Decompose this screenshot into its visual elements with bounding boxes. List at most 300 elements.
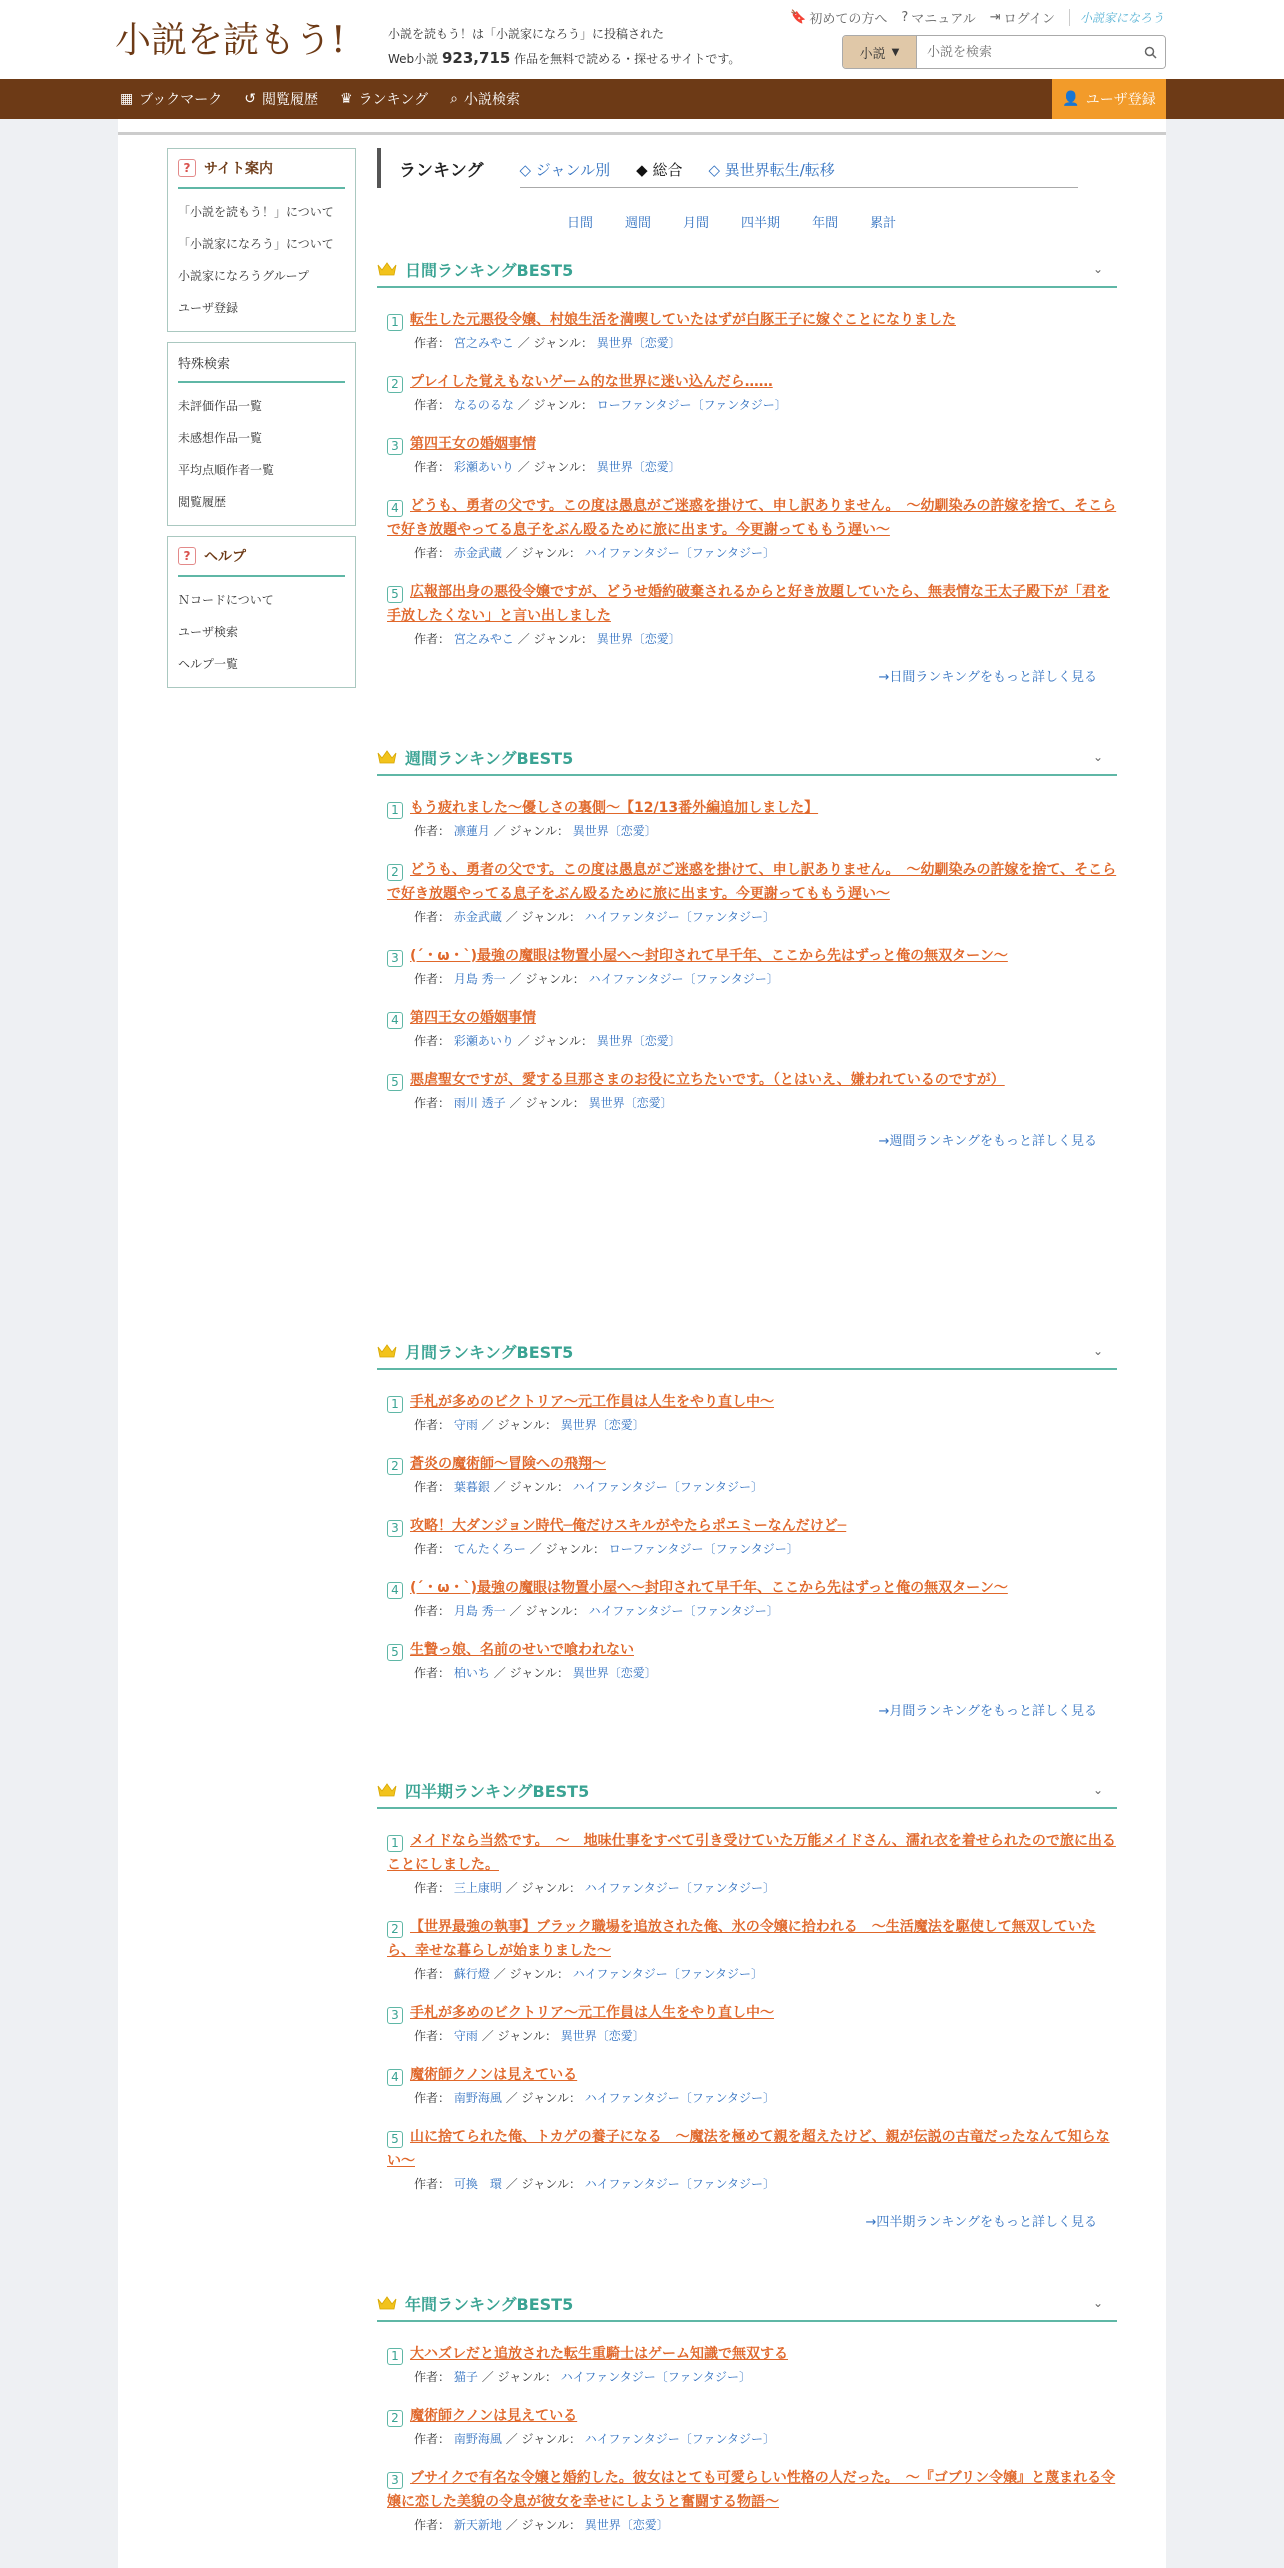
entry-meta (387, 1414, 1117, 1436)
novel-title-link[interactable] (387, 584, 1110, 624)
author-label: 作者： (414, 972, 451, 986)
rank-number: 2 (387, 376, 403, 393)
section-header[interactable] (377, 740, 1117, 776)
author-label: 作者： (414, 824, 451, 838)
genre-label: ／ ジャンル： (493, 1666, 569, 1680)
novel-title-link[interactable] (387, 1833, 1116, 1873)
nav-bookmark-label: ブックマーク (139, 92, 223, 108)
author-link[interactable]: 宮之みやこ (453, 336, 514, 350)
genre-label: ／ ジャンル： (509, 1604, 585, 1618)
author-label: 作者： (414, 460, 451, 474)
author-link[interactable]: 柏いち (453, 1666, 490, 1680)
user-icon: 👤 (1062, 91, 1080, 107)
genre-label: ／ ジャンル： (505, 2432, 581, 2446)
genre-label: ／ ジャンル： (517, 460, 593, 474)
genre-link[interactable]: ローファンタジー〔ファンタジー〕 (596, 398, 787, 412)
section-title: 月間ランキングBEST5 (405, 1342, 574, 1362)
tab-monthly[interactable]: 月間 (683, 216, 710, 231)
rank-number: 5 (387, 586, 403, 603)
novel-title-link[interactable] (387, 948, 1008, 964)
ranking-entry (377, 858, 1117, 928)
tab-daily[interactable]: 日間 (567, 216, 594, 231)
author-link[interactable]: 葉暮銀 (453, 1480, 490, 1494)
bookmark-small-icon: 🔖 (790, 10, 807, 25)
narou-logo-link[interactable]: 小説家になろう (1069, 9, 1164, 26)
genre-link[interactable]: ハイファンタジー〔ファンタジー〕 (584, 1881, 775, 1895)
genre-link[interactable]: 異世界〔恋愛〕 (596, 632, 681, 646)
novel-title-link[interactable] (387, 1010, 536, 1026)
more-link[interactable]: →日間ランキングをもっと詳しく見る (878, 670, 1097, 685)
sidebar-item-user-register[interactable]: ユーザ登録 (178, 300, 239, 315)
entry-meta (387, 628, 1117, 650)
entry-meta (387, 2025, 1117, 2047)
author-link[interactable]: 南野海風 (453, 2091, 502, 2105)
ranking-section (377, 1334, 1117, 1719)
ranking-entry (377, 2063, 1117, 2109)
author-label: 作者： (414, 2029, 451, 2043)
novel-title: 山に捨てられた俺、トカゲの養子になる ～魔法を極めて親を超えたけど、親が伝説の古竜だったなんて知らない～ (387, 2129, 1110, 2169)
rank-number: 3 (387, 2472, 403, 2489)
genre-tabs (520, 148, 1078, 188)
ranking-entry (377, 494, 1117, 564)
section-title: 四半期ランキングBEST5 (405, 1781, 590, 1801)
author-label: 作者： (414, 1542, 451, 1556)
author-label: 作者： (414, 1096, 451, 1110)
author-label: 作者： (414, 1418, 451, 1432)
chevron-down-icon[interactable]: ⌄ (1092, 2296, 1103, 2310)
novel-title: 蒼炎の魔術師〜冒険への飛翔〜 (410, 1456, 606, 1472)
author-label: 作者： (414, 2432, 451, 2446)
novel-title: 転生した元悪役令嬢、村娘生活を満喫していたはずが白豚王子に嫁ぐことになりました (410, 312, 956, 328)
novel-title-link[interactable] (387, 2129, 1110, 2169)
novel-title-link[interactable] (387, 374, 773, 390)
author-link[interactable]: 可換 環 (453, 2177, 502, 2191)
rank-number: 4 (387, 500, 403, 517)
ranking-entry (377, 2404, 1117, 2450)
author-link[interactable]: 宮之みやこ (453, 632, 514, 646)
author-label: 作者： (414, 2370, 451, 2384)
nav-search-label: 小説検索 (464, 92, 520, 108)
genre-link[interactable]: ハイファンタジー〔ファンタジー〕 (572, 1967, 763, 1981)
ranking-entry (377, 432, 1117, 478)
rank-number: 2 (387, 2410, 403, 2427)
ranking-entry (377, 1068, 1117, 1114)
top-links (790, 8, 1164, 27)
genre-link[interactable]: 異世界〔恋愛〕 (572, 1666, 657, 1680)
ranking-entry (377, 1915, 1117, 1985)
ranking-section (377, 1773, 1117, 2230)
rank-number: 1 (387, 2348, 403, 2365)
rank-number: 1 (387, 1396, 403, 1413)
novel-title: もう疲れました〜優しさの裏側〜【12/13番外編追加しました】 (410, 800, 819, 816)
novel-title: (´・ω・`)最強の魔眼は物置小屋へ～封印されて早千年、ここから先はずっと俺の無双ターン～ (410, 948, 1008, 964)
genre-link[interactable]: ハイファンタジー〔ファンタジー〕 (584, 2091, 775, 2105)
logo-text: 小説を読もう! (115, 20, 346, 61)
help-icon: ? (178, 159, 196, 177)
crown-icon: ♛ (340, 91, 353, 107)
rank-number: 1 (387, 802, 403, 819)
section-header[interactable] (377, 1334, 1117, 1370)
ranking-entry (377, 1638, 1117, 1684)
rank-number: 4 (387, 1012, 403, 1029)
entry-meta (387, 2087, 1117, 2109)
novel-title: 魔術師クノンは見えている (410, 2408, 578, 2424)
tab-overall[interactable]: ◆ 総合 (636, 161, 683, 179)
crown-icon (377, 1343, 397, 1359)
novel-title-link[interactable] (387, 862, 1116, 902)
sidebar-guide-title (178, 155, 345, 189)
author-label: 作者： (414, 1666, 451, 1680)
rank-number: 3 (387, 2007, 403, 2024)
ranking-entry (377, 944, 1117, 990)
more-link[interactable]: →四半期ランキングをもっと詳しく見る (865, 2215, 1097, 2230)
author-link[interactable]: 守雨 (453, 2029, 478, 2043)
sidebar-help (167, 536, 356, 688)
novel-title: プレイした覚えもないゲーム的な世界に迷い込んだら…… (410, 374, 773, 390)
author-link[interactable]: 三上康明 (453, 1881, 502, 1895)
genre-label: ／ ジャンル： (505, 1881, 581, 1895)
section-header[interactable] (377, 2286, 1117, 2322)
novel-title: 【世界最強の執事】ブラック職場を追放された俺、氷の令嬢に拾われる ～生活魔法を駆使して無双していたら、幸せな暮らしが始まりました～ (387, 1919, 1096, 1959)
entry-meta (387, 1538, 1117, 1560)
section-header[interactable] (377, 1773, 1117, 1809)
novel-title-link[interactable] (387, 2067, 577, 2083)
author-link[interactable]: 赤金武蔵 (453, 910, 502, 924)
tab-genre[interactable]: ◇ ジャンル別 (519, 161, 611, 179)
manual-link[interactable] (901, 8, 975, 27)
search-category-value: 小説 (859, 46, 886, 62)
novel-title: 手札が多めのビクトリア〜元工作員は人生をやり直し中〜 (410, 2005, 774, 2021)
desc-line1: 小説を読もう！は「小説家になろう」に投稿された (388, 27, 665, 41)
rank-number: 3 (387, 438, 403, 455)
ranking-section (377, 740, 1117, 1149)
desc-suffix: 作品を無料で読める・探せるサイトです。 (514, 52, 741, 66)
author-link[interactable]: 彩瀬あいり (453, 460, 514, 474)
author-label: 作者： (414, 2177, 451, 2191)
chevron-down-icon[interactable]: ⌄ (1092, 1344, 1103, 1358)
sidebar-item-history[interactable]: 閲覧履歴 (178, 494, 227, 509)
sidebar-help-title (178, 543, 345, 577)
chevron-down-icon[interactable]: ⌄ (1092, 750, 1103, 764)
entry-meta (387, 1476, 1117, 1498)
genre-link[interactable]: 異世界〔恋愛〕 (596, 1034, 681, 1048)
sidebar-item-about-narou[interactable]: 「小説家になろう」について (178, 236, 334, 251)
author-label: 作者： (414, 398, 451, 412)
sidebar-item-user-search[interactable]: ユーザ検索 (178, 624, 239, 639)
section-title: 年間ランキングBEST5 (405, 2294, 574, 2314)
rank-number: 5 (387, 2131, 403, 2148)
author-link[interactable]: てんたくろー (453, 1542, 526, 1556)
rank-number: 2 (387, 1921, 403, 1938)
rank-number: 5 (387, 1074, 403, 1091)
novel-title: 大ハズレだと追放された転生重騎士はゲーム知識で無双する (410, 2346, 788, 2362)
genre-label: ／ ジャンル： (493, 1480, 569, 1494)
nav-history[interactable] (244, 89, 318, 109)
sidebar-item-avg-authors[interactable]: 平均点順作者一覧 (178, 462, 275, 477)
login-icon: ⇥ (989, 10, 1001, 25)
author-link[interactable]: 彩瀬あいり (453, 1034, 514, 1048)
novel-title: 攻略！大ダンジョン時代─俺だけスキルがやたらポエミーなんだけど─ (410, 1518, 847, 1534)
rank-number: 3 (387, 1520, 403, 1537)
novel-title: どうも、勇者の父です。この度は愚息がご迷惑を掛けて、申し訳ありません。 ～幼馴染みの許嫁を捨て、そこらで好き放題やってる息子をぶん殴るために旅に出ます。今更謝ってももう遅い～ (387, 498, 1117, 538)
novel-title-link[interactable] (387, 2346, 788, 2362)
search-category-select[interactable] (843, 36, 917, 68)
novel-title: 広報部出身の悪役令嬢ですが、どうせ婚約破棄されるからと好き放題していたら、無表情な王太子殿下が「君を手放したくない」と言い出しました (387, 584, 1110, 624)
genre-label: ／ ジャンル： (509, 972, 585, 986)
nav-ranking[interactable] (340, 89, 428, 109)
entry-meta (387, 542, 1117, 564)
ranking-entry (377, 1514, 1117, 1560)
crown-icon (377, 2295, 397, 2311)
genre-link[interactable]: ハイファンタジー〔ファンタジー〕 (588, 1604, 779, 1618)
chevron-down-icon[interactable]: ⌄ (1092, 262, 1103, 276)
author-label: 作者： (414, 1881, 451, 1895)
author-link[interactable]: 月島 秀一 (453, 972, 506, 986)
ranking-entry (377, 1006, 1117, 1052)
chevron-down-icon[interactable]: ⌄ (1092, 1783, 1103, 1797)
genre-link[interactable]: ハイファンタジー〔ファンタジー〕 (584, 546, 775, 560)
help-icon: ? (178, 547, 196, 565)
site-header (0, 0, 1284, 79)
novel-title: メイドなら当然です。 ～ 地味仕事をすべて引き受けていた万能メイドさん、濡れ衣を着せられたので旅に出ることにしました。 (387, 1833, 1116, 1873)
rank-number: 1 (387, 1835, 403, 1852)
entry-meta (387, 332, 1117, 354)
tab-total[interactable]: 累計 (870, 216, 897, 231)
novel-title-link[interactable] (387, 498, 1116, 538)
entry-meta (387, 394, 1117, 416)
genre-link[interactable]: ハイファンタジー〔ファンタジー〕 (584, 910, 775, 924)
novel-title-link[interactable] (387, 2408, 577, 2424)
genre-link[interactable]: 異世界〔恋愛〕 (572, 824, 657, 838)
author-link[interactable]: 月島 秀一 (453, 1604, 506, 1618)
novel-title: 魔術師クノンは見えている (410, 2067, 578, 2083)
novel-title: 第四王女の婚姻事情 (410, 1010, 536, 1026)
entry-meta (387, 2514, 1117, 2536)
author-label: 作者： (414, 2091, 451, 2105)
rank-number: 4 (387, 1582, 403, 1599)
novel-title-link[interactable] (387, 2005, 774, 2021)
genre-label: ／ ジャンル： (517, 336, 593, 350)
novel-title-link[interactable] (387, 1394, 774, 1410)
genre-label: ／ ジャンル： (509, 1096, 585, 1110)
author-link[interactable]: 守雨 (453, 1418, 478, 1432)
author-label: 作者： (414, 632, 451, 646)
author-link[interactable]: 新天新地 (453, 2518, 502, 2532)
novel-title-link[interactable] (387, 1456, 606, 1472)
chevron-down-icon: ▼ (891, 46, 900, 58)
list-icon: ▦ (120, 91, 134, 107)
ranking-section (377, 2286, 1117, 2552)
sidebar-item-unrated[interactable]: 未評価作品一覧 (178, 398, 263, 413)
user-register-button[interactable] (1052, 79, 1166, 119)
novel-title: 第四王女の婚姻事情 (410, 436, 536, 452)
period-tabs (567, 212, 1117, 232)
entry-meta (387, 2366, 1117, 2388)
genre-label: ／ ジャンル： (481, 1418, 557, 1432)
sidebar-item-help-list[interactable]: ヘルプ一覧 (178, 656, 239, 671)
entry-meta (387, 456, 1117, 478)
more-link[interactable]: →月間ランキングをもっと詳しく見る (878, 1704, 1097, 1719)
sidebar-item-ncode[interactable]: Ｎコードについて (178, 592, 274, 607)
sidebar-special (167, 342, 356, 526)
ranking-entry (377, 2342, 1117, 2388)
sidebar-item-no-review[interactable]: 未感想作品一覧 (178, 430, 263, 445)
entry-meta (387, 820, 1117, 842)
rank-number: 3 (387, 950, 403, 967)
novel-title: 悪虐聖女ですが、愛する旦那さまのお役に立ちたいです。（とはいえ、嫌われているのですが） (410, 1072, 1005, 1088)
crown-icon (377, 1782, 397, 1798)
genre-label: ／ ジャンル： (505, 546, 581, 560)
sidebar-guide (167, 148, 356, 332)
rank-number: 2 (387, 864, 403, 881)
sidebar-help-title-label: ヘルプ (204, 549, 246, 565)
tab-yearly[interactable]: 年間 (812, 216, 839, 231)
author-label: 作者： (414, 1034, 451, 1048)
genre-label: ／ ジャンル： (505, 2177, 581, 2191)
tab-quarterly[interactable]: 四半期 (741, 216, 781, 231)
nav-bookmark[interactable] (120, 89, 222, 109)
genre-link[interactable]: 異世界〔恋愛〕 (588, 1096, 673, 1110)
author-label: 作者： (414, 910, 451, 924)
more-link[interactable]: →週間ランキングをもっと詳しく見る (878, 1134, 1097, 1149)
main-content (377, 148, 1117, 2532)
nav-search[interactable] (450, 89, 520, 109)
genre-link[interactable]: ハイファンタジー〔ファンタジー〕 (588, 972, 779, 986)
entry-meta (387, 906, 1117, 928)
login-label: ログイン (1003, 12, 1055, 27)
ranking-entry (377, 308, 1117, 354)
genre-link[interactable]: 異世界〔恋愛〕 (584, 2518, 669, 2532)
genre-label: ／ ジャンル： (481, 2370, 557, 2384)
genre-label: ／ ジャンル： (517, 1034, 593, 1048)
entry-meta (387, 1963, 1117, 1985)
novel-title-link[interactable] (387, 1580, 1008, 1596)
rank-number: 4 (387, 2069, 403, 2086)
author-link[interactable]: 雨川 透子 (453, 1096, 506, 1110)
ranking-entry (377, 2001, 1117, 2047)
genre-label: ／ ジャンル： (505, 910, 581, 924)
novel-title-link[interactable] (387, 800, 818, 816)
search-icon (1144, 46, 1157, 59)
novel-title-link[interactable] (387, 312, 956, 328)
entry-meta (387, 1662, 1117, 1684)
ranking-header (377, 148, 1117, 188)
search-icon: ⌕ (450, 91, 458, 107)
first-time-label: 初めての方へ (809, 12, 888, 27)
sidebar-guide-title-label: サイト案内 (204, 161, 274, 177)
section-title: 週間ランキングBEST5 (405, 748, 574, 768)
entry-meta (387, 968, 1117, 990)
main-navbar (0, 79, 1284, 119)
author-label: 作者： (414, 336, 451, 350)
novel-title: (´・ω・`)最強の魔眼は物置小屋へ～封印されて早千年、ここから先はずっと俺の無双ターン～ (410, 1580, 1008, 1596)
genre-link[interactable]: 異世界〔恋愛〕 (596, 336, 681, 350)
genre-link[interactable]: ハイファンタジー〔ファンタジー〕 (560, 2370, 751, 2384)
author-link[interactable]: 猫子 (453, 2370, 478, 2384)
genre-link[interactable]: 異世界〔恋愛〕 (596, 460, 681, 474)
genre-link[interactable]: ハイファンタジー〔ファンタジー〕 (572, 1480, 763, 1494)
site-logo[interactable] (115, 14, 373, 64)
ranking-entry (377, 1829, 1117, 1899)
tab-weekly[interactable]: 週間 (625, 216, 652, 231)
genre-link[interactable]: ハイファンタジー〔ファンタジー〕 (584, 2177, 775, 2191)
entry-meta (387, 1092, 1117, 1114)
section-title: 日間ランキングBEST5 (405, 260, 574, 280)
crown-icon (377, 261, 397, 277)
author-link[interactable]: 蘇行燈 (453, 1967, 490, 1981)
novel-title-link[interactable] (387, 1072, 1005, 1088)
ranking-entry (377, 1390, 1117, 1436)
novel-title-link[interactable] (387, 1642, 634, 1658)
author-link[interactable]: 凛蓮月 (453, 824, 490, 838)
author-link[interactable]: なるのるな (453, 398, 514, 412)
genre-label: ／ ジャンル： (481, 2029, 557, 2043)
ranking-entry (377, 2125, 1117, 2195)
genre-link[interactable]: ローファンタジー〔ファンタジー〕 (608, 1542, 799, 1556)
genre-label: ／ ジャンル： (505, 2518, 581, 2532)
genre-label: ／ ジャンル： (505, 2091, 581, 2105)
ranking-entry (377, 796, 1117, 842)
novel-title-link[interactable] (387, 1919, 1096, 1959)
genre-label: ／ ジャンル： (517, 632, 593, 646)
search-button[interactable] (1135, 36, 1165, 68)
search-input[interactable] (917, 36, 1135, 68)
first-time-link[interactable] (790, 8, 887, 27)
genre-link[interactable]: 異世界〔恋愛〕 (560, 2029, 645, 2043)
sidebar-special-title: 特殊検索 (178, 349, 345, 383)
author-link[interactable]: 南野海風 (453, 2432, 502, 2446)
genre-link[interactable]: 異世界〔恋愛〕 (560, 1418, 645, 1432)
entry-meta (387, 1030, 1117, 1052)
author-label: 作者： (414, 2518, 451, 2532)
ranking-section (377, 252, 1117, 685)
genre-link[interactable]: ハイファンタジー〔ファンタジー〕 (584, 2432, 775, 2446)
genre-label: ／ ジャンル： (517, 398, 593, 412)
nav-history-label: 閲覧履歴 (262, 92, 318, 108)
novel-title-link[interactable] (387, 2470, 1115, 2510)
entry-meta (387, 2428, 1117, 2450)
entry-meta (387, 1877, 1117, 1899)
user-register-label: ユーザ登録 (1085, 92, 1156, 108)
sidebar-item-about-yomou[interactable]: 「小説を読もう！」について (178, 204, 334, 219)
author-link[interactable]: 赤金武蔵 (453, 546, 502, 560)
entry-meta (387, 2173, 1117, 2195)
site-description (388, 22, 740, 71)
rank-number: 1 (387, 314, 403, 331)
crown-icon (377, 749, 397, 765)
novel-title-link[interactable] (387, 436, 536, 452)
section-header[interactable] (377, 252, 1117, 288)
ranking-entry (377, 1576, 1117, 1622)
manual-label: マニュアル (911, 12, 976, 27)
tab-isekai[interactable]: ◇ 異世界転生/転移 (708, 161, 835, 179)
ranking-entry (377, 370, 1117, 416)
author-label: 作者： (414, 1480, 451, 1494)
novel-title: どうも、勇者の父です。この度は愚息がご迷惑を掛けて、申し訳ありません。 ～幼馴染みの許嫁を捨て、そこらで好き放題やってる息子をぶん殴るために旅に出ます。今更謝ってももう遅い～ (387, 862, 1117, 902)
author-label: 作者： (414, 546, 451, 560)
desc-line2 (388, 46, 740, 71)
genre-label: ／ ジャンル： (529, 1542, 605, 1556)
desc-prefix: Web小説 (388, 52, 439, 66)
novel-title-link[interactable] (387, 1518, 846, 1534)
content-divider (118, 132, 1166, 135)
sidebar-item-narou-group[interactable]: 小説家になろうグループ (178, 268, 310, 283)
nav-ranking-label: ランキング (358, 92, 429, 108)
login-link[interactable] (990, 8, 1055, 27)
genre-label: ／ ジャンル： (493, 1967, 569, 1981)
entry-meta (387, 1600, 1117, 1622)
sidebar (167, 148, 356, 698)
